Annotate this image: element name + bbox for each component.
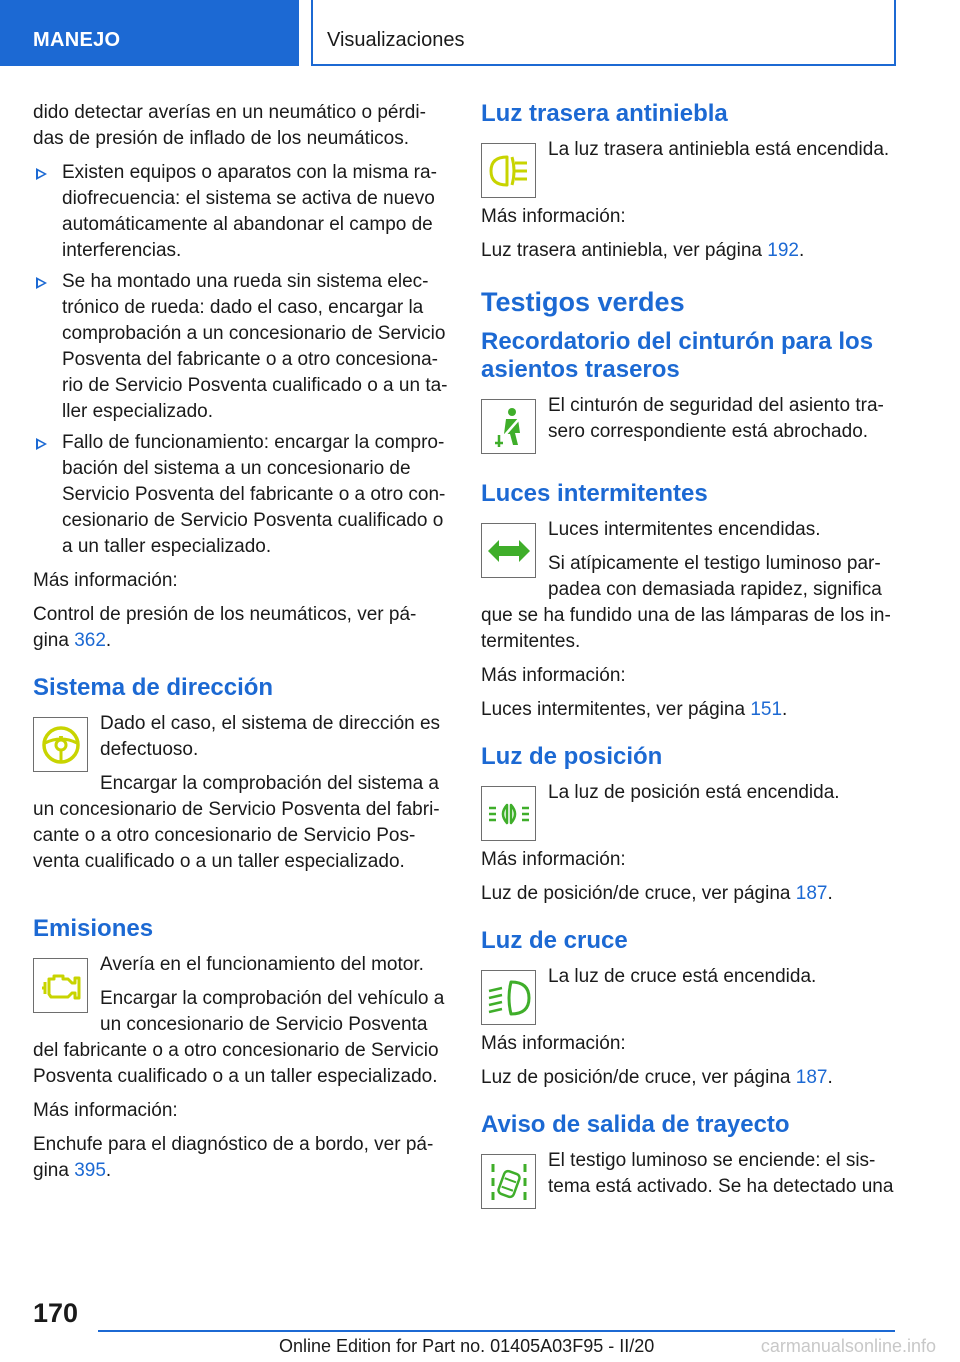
turn-reference: Luces intermitentes, ver página 151. (481, 699, 788, 720)
page-link[interactable]: 362 (74, 630, 106, 651)
page-link[interactable]: 395 (74, 1160, 106, 1181)
left-column (33, 100, 448, 1192)
parking-light-icon (481, 786, 536, 841)
emissions-heading: Emisiones (33, 915, 154, 942)
low-beam-reference: Luz de posición/de cruce, ver página 187. (481, 1067, 833, 1088)
turn-text-2: Si atípicamente el testigo luminoso par‐ padea con demasiada rapidez, significa que se ha fundido una de las lámparas de los in‐ termitentes. (481, 553, 891, 652)
turn-signal-arrows-icon (481, 523, 536, 578)
steering-text-1: Dado el caso, el sistema de dirección es defectuoso. (100, 713, 441, 760)
belt-block (481, 393, 896, 460)
steering-block (33, 711, 448, 883)
low-beam-icon (481, 970, 536, 1025)
lane-heading: Aviso de salida de trayecto (481, 1111, 790, 1138)
rear-fog-light-icon (481, 143, 536, 198)
belt-heading: Recordatorio del cinturón para los asientos traseros (481, 328, 874, 383)
right-column (481, 100, 896, 1215)
page-number: 170 (33, 1298, 79, 1328)
rear-fog-block (481, 137, 896, 204)
parking-reference: Luz de posición/de cruce, ver página 187. (481, 883, 833, 904)
emissions-text-1: Avería en el funcionamiento del motor. (100, 954, 424, 975)
low-beam-text: La luz de cruce está encendida. (548, 966, 817, 987)
lane-text: El testigo luminoso se enciende: el sis‐ tema está activado. Se ha detectado una (548, 1150, 894, 1197)
emissions-block (33, 952, 448, 1098)
chapter-title: Visualizaciones (327, 29, 465, 51)
belt-text: El cinturón de seguridad del asiento tra‐ sero correspondiente está abrochado. (548, 395, 884, 442)
steering-warning-icon (33, 717, 88, 772)
lane-block (481, 1148, 896, 1215)
turn-text-1: Luces intermitentes encendidas. (548, 519, 821, 540)
steering-text-2: Encargar la comprobación del sistema a un concesionario de Servicio Posventa del fabri‐ cante o a otro concesionario de Servicio Pos‐ venta cualificado o a un taller especializado. (33, 773, 440, 872)
bullet-triangle-icon (36, 277, 47, 289)
section-tab (0, 0, 299, 66)
seat-belt-icon (481, 399, 536, 454)
more-info-label: Más información: (481, 206, 626, 227)
list-item: Existen equipos o aparatos con la misma ra‐ diofrecuencia: el sistema se activa de nuevo automáticamente al abandonar el campo de interferencias. (33, 160, 448, 264)
list-item: Se ha montado una rueda sin sistema elec‐ trónico de rueda: dado el caso, encargar la comprobación a un concesionario de Servicio Posventa del fabricante o a otro concesiona‐ rio de Servicio Posventa cualificado o a un ta‐ ller especializado. (33, 269, 448, 425)
rear-fog-text: La luz trasera antiniebla está encendida. (548, 139, 890, 160)
watermark: carmanualsonline.info (760, 1336, 936, 1356)
footer-divider (98, 1330, 895, 1332)
low-beam-block (481, 964, 896, 1031)
more-info-label: Más información: (481, 1033, 626, 1054)
more-info-label: Más información: (33, 570, 178, 591)
chapter-tab (311, 0, 896, 66)
green-lights-heading: Testigos verdes (481, 287, 685, 317)
bullet-list (33, 160, 448, 560)
obd-reference: Enchufe para el diagnóstico de a bordo, ver pá‐ gina 395. (33, 1134, 434, 1181)
list-item: Fallo de funcionamiento: encargar la compro‐ bación del sistema a un concesionario de Servicio Posventa del fabricante o a otro con‐ cesionario de Servicio Posventa cualificado o a un taller especializado. (33, 430, 448, 560)
more-info-label: Más información: (481, 665, 626, 686)
emissions-text-2: Encargar la comprobación del vehículo a un concesionario de Servicio Posventa del fabricante o a otro concesionario de Servicio Posventa cualificado o a un taller especializado. (33, 988, 445, 1087)
section-title: MANEJO (33, 29, 121, 51)
tpm-reference: Control de presión de los neumáticos, ver pá‐ gina 362. (33, 604, 417, 651)
turn-heading: Luces intermitentes (481, 480, 708, 507)
bullet-triangle-icon (36, 168, 47, 180)
footer-edition: Online Edition for Part no. 01405A03F95 - II/20 (279, 1336, 655, 1356)
intro-text: dido detectar averías en un neumático o pérdi‐ das de presión de inflado de los neumáticos. (33, 102, 426, 149)
turn-block (481, 517, 896, 663)
page-link[interactable]: 192 (767, 240, 799, 261)
parking-text: La luz de posición está encendida. (548, 782, 840, 803)
engine-warning-icon (33, 958, 88, 1013)
rear-fog-heading: Luz trasera antiniebla (481, 100, 728, 127)
parking-heading: Luz de posición (481, 743, 663, 770)
low-beam-heading: Luz de cruce (481, 927, 628, 954)
rear-fog-reference: Luz trasera antiniebla, ver página 192. (481, 240, 805, 261)
parking-block (481, 780, 896, 847)
bullet-triangle-icon (36, 438, 47, 450)
more-info-label: Más información: (481, 849, 626, 870)
lane-departure-icon (481, 1154, 536, 1209)
page-link[interactable]: 187 (795, 883, 828, 904)
steering-heading: Sistema de dirección (33, 674, 274, 701)
page-link[interactable]: 151 (750, 699, 783, 720)
page-link[interactable]: 187 (795, 1067, 828, 1088)
more-info-label: Más información: (33, 1100, 178, 1121)
